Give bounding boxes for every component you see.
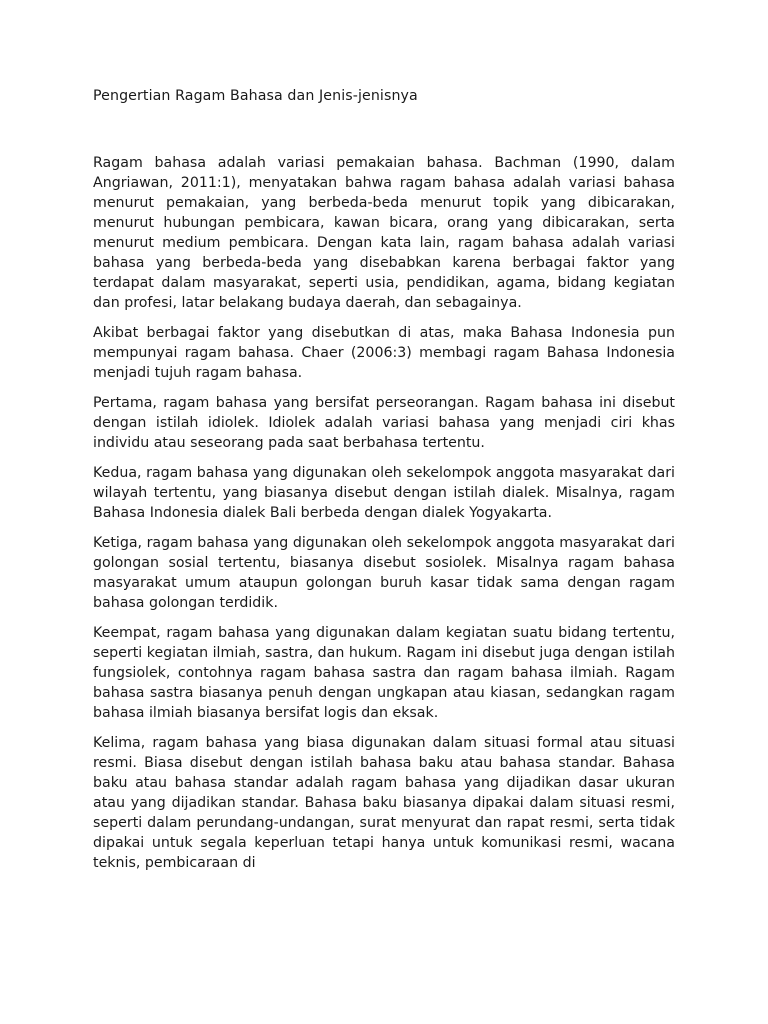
paragraph-dialek: Kedua, ragam bahasa yang digunakan oleh sekelompok anggota masyarakat dari wilayah tertentu, yang biasanya disebut dengan istilah dialek. Misalnya, ragam Bahasa Indonesia dialek Bali berbeda dengan dialek Yogyakarta. [93,465,675,521]
paragraph-definition: Ragam bahasa adalah variasi pemakaian bahasa. Bachman (1990, dalam Angriawan, 2011:1), menyatakan bahwa ragam bahasa adalah variasi bahasa menurut pemakaian, yang berbeda-beda menurut topik yang dibicarakan, menurut hubungan pembicara, kawan bicara, orang yang dibicarakan, serta menurut medium pembicara. Dengan kata lain, ragam bahasa adalah variasi bahasa yang berbeda-beda yang disebabkan karena berbagai faktor yang terdapat dalam masyarakat, seperti usia, pendidikan, agama, bidang kegiatan dan profesi, latar belakang budaya daerah, dan sebagainya. [93,155,675,311]
paragraph-bahasa-baku: Kelima, ragam bahasa yang biasa digunakan dalam situasi formal atau situasi resmi. Biasa disebut dengan istilah bahasa baku atau bahasa standar. Bahasa baku atau bahasa standar adalah ragam bahasa yang dijadikan dasar ukuran atau yang dijadikan standar. Bahasa baku biasanya dipakai dalam situasi resmi, seperti dalam perundang-undangan, surat menyurat dan rapat resmi, serta tidak dipakai untuk segala keperluan tetapi hanya untuk komunikasi resmi, wacana teknis, pembicaraan di [93,735,675,871]
document-body [93,86,675,883]
paragraph-idiolek: Pertama, ragam bahasa yang bersifat perseorangan. Ragam bahasa ini disebut dengan istilah idiolek. Idiolek adalah variasi bahasa yang menjadi ciri khas individu atau seseorang pada saat berbahasa tertentu. [93,395,675,451]
paragraph-sosiolek: Ketiga, ragam bahasa yang digunakan oleh sekelompok anggota masyarakat dari golongan sosial tertentu, biasanya disebut sosiolek. Misalnya ragam bahasa masyarakat umum ataupun golongan buruh kasar tidak sama dengan ragam bahasa golongan terdidik. [93,535,675,611]
paragraph-fungsiolek: Keempat, ragam bahasa yang digunakan dalam kegiatan suatu bidang tertentu, seperti kegiatan ilmiah, sastra, dan hukum. Ragam ini disebut juga dengan istilah fungsiolek, contohnya ragam bahasa sastra dan ragam bahasa ilmiah. Ragam bahasa sastra biasanya penuh dengan ungkapan atau kiasan, sedangkan ragam bahasa ilmiah biasanya bersifat logis dan eksak. [93,625,675,721]
document-title: Pengertian Ragam Bahasa dan Jenis-jenisnya [93,88,418,104]
paragraph-consequence: Akibat berbagai faktor yang disebutkan di atas, maka Bahasa Indonesia pun mempunyai ragam bahasa. Chaer (2006:3) membagi ragam Bahasa Indonesia menjadi tujuh ragam bahasa. [93,325,675,381]
